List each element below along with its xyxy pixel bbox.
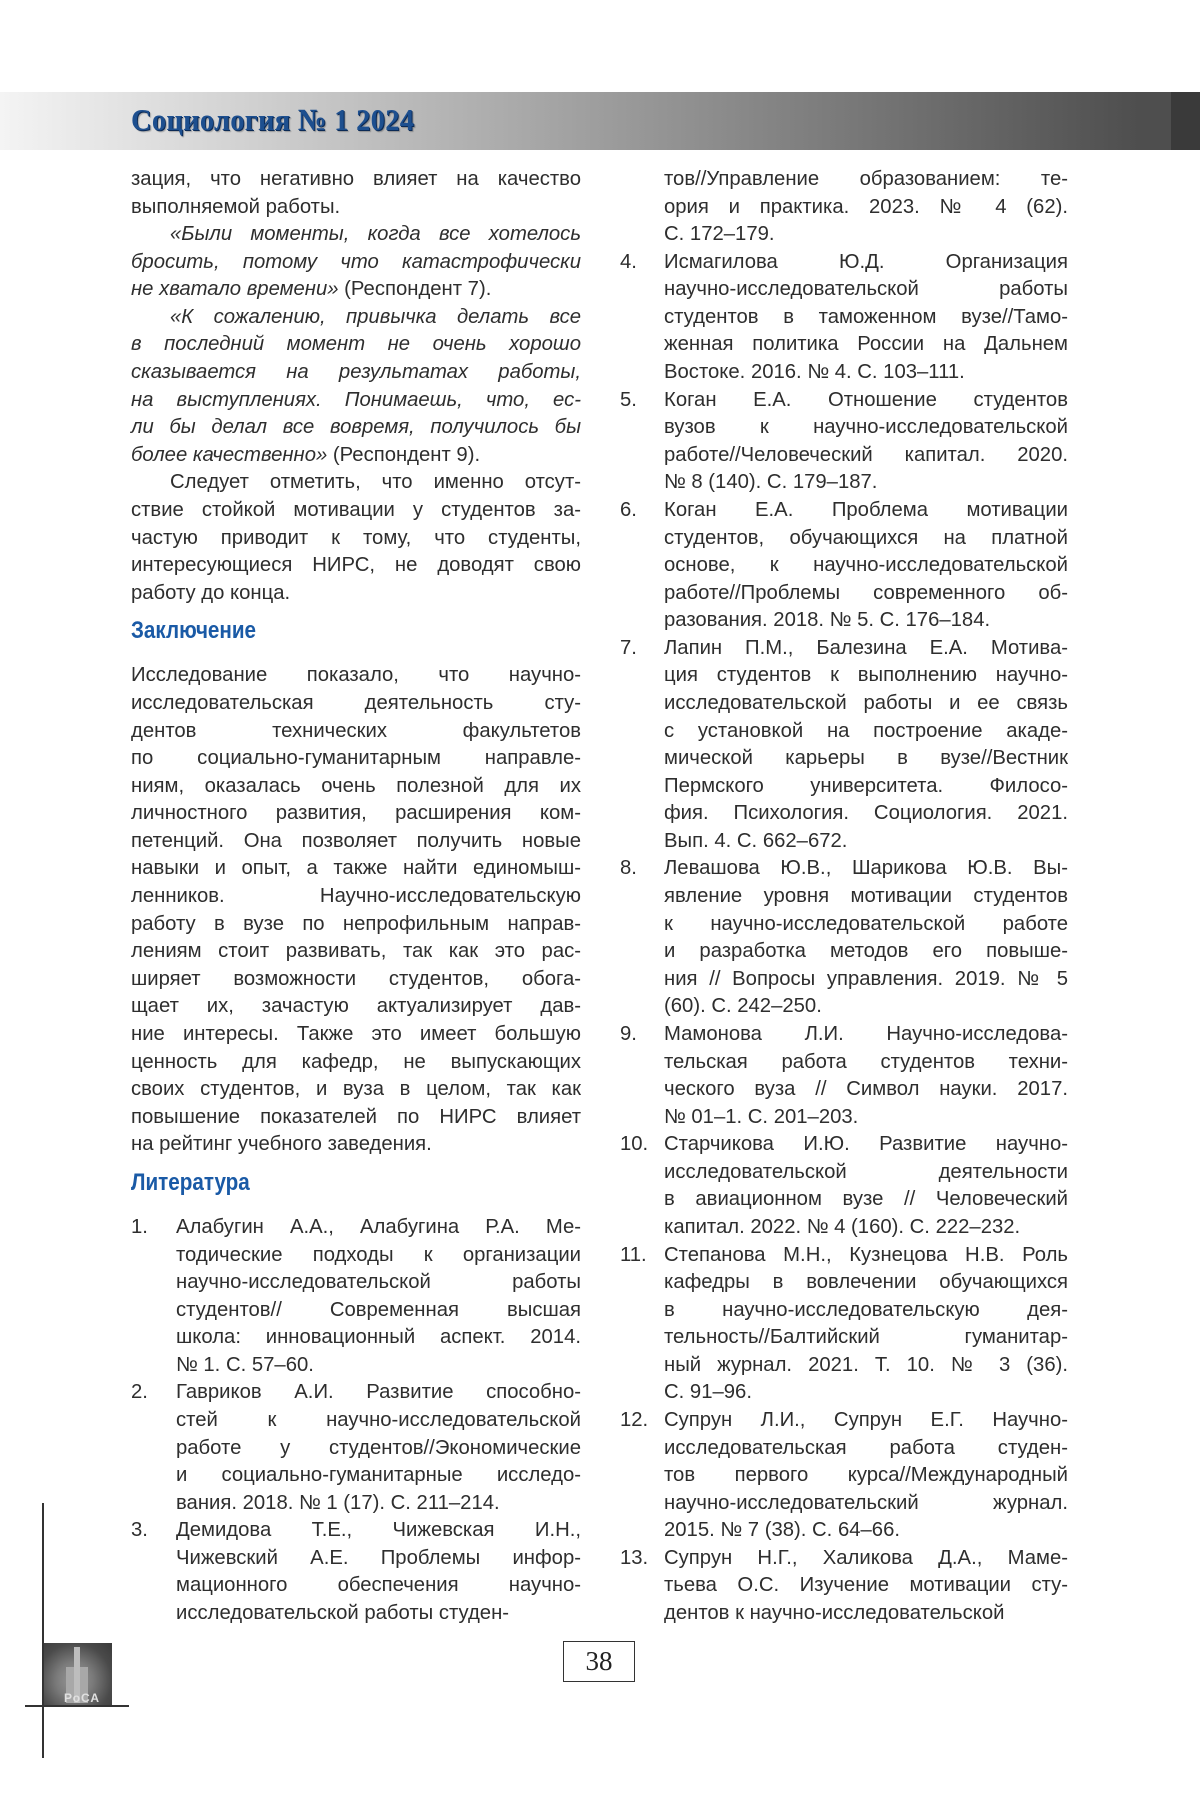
text-line: Коган Е.А. Отношение студентов [664,387,1068,415]
text-line: Исследование показало, что научно- [131,662,581,690]
text-line: зация, что негативно влияет на качество [131,166,581,194]
text-line: работе//Проблемы современного об- [664,580,1068,608]
text-line: кафедры в вовлечении обучающихся [664,1269,1068,1297]
text-line: 2015. № 7 (38). С. 64–66. [664,1517,1068,1545]
reference-number: 9. [620,1021,637,1049]
text-line: ли бы делал все вовремя, получилось бы [131,414,581,442]
reference-item [620,497,1068,635]
text-line [131,276,581,304]
text-line: в научно-исследовательскую дея- [664,1297,1068,1325]
text-line: Супрун Л.И., Супрун Е.Г. Научно- [664,1407,1068,1435]
logo-text: РоСА [64,1691,100,1705]
text-line: студентов, обучающихся на платной [664,525,1068,553]
citation-text: (Респондент 7). [339,278,492,300]
text-line: ория и практика. 2023. № 4 (62). [664,194,1068,222]
text-line: дентов технических факультетов [131,718,581,746]
text-line: по социально-гуманитарным направле- [131,745,581,773]
text-line: Супрун Н.Г., Халикова Д.А., Маме- [664,1545,1068,1573]
reference-text [664,1131,1068,1241]
text-line: № 8 (140). С. 179–187. [664,469,1068,497]
reference-text [176,1379,581,1517]
reference-number: 1. [131,1214,148,1242]
text-line: Демидова Т.Е., Чижевская И.Н., [176,1517,581,1545]
reference-number: 12. [620,1407,648,1435]
reference-continuation [664,166,1068,249]
text-line: исследовательской работы и ее связь [664,690,1068,718]
reference-item [620,387,1068,497]
text-line: работе у студентов//Экономические [176,1435,581,1463]
text-line: дентов к научно-исследовательской [664,1600,1068,1628]
reference-item [620,1545,1068,1628]
text-line: ленников. Научно-исследовательскую [131,883,581,911]
text-line: тельская работа студентов техни- [664,1049,1068,1077]
quote-text: не хватало времени» [131,278,339,300]
text-line: исследовательской работы студен- [176,1600,581,1628]
journal-title: Социология № 1 2024 [131,102,414,138]
page-number: 38 [563,1641,635,1682]
text-line: повышение показателей по НИРС влияет [131,1104,581,1132]
text-line: (60). С. 242–250. [664,993,1068,1021]
text-line: тодические подходы к организации [176,1242,581,1270]
corner-vertical-rule [42,1503,44,1758]
text-line: ние интересы. Также это имеет большую [131,1021,581,1049]
text-line: тьева О.С. Изучение мотивации сту- [664,1572,1068,1600]
section-heading: Заключение [131,607,518,662]
corner-horizontal-rule [25,1705,129,1707]
text-line: на рейтинг учебного заведения. [131,1131,581,1159]
text-line: Левашова Ю.В., Шарикова Ю.В. Вы- [664,855,1068,883]
text-line: щает их, зачастую актуализирует дав- [131,993,581,1021]
text-line: к научно-исследовательской работе [664,911,1068,939]
reference-text [664,1545,1068,1628]
reference-item [620,1242,1068,1407]
reference-text [664,387,1068,497]
text-line: женная политика России на Дальнем [664,331,1068,359]
text-line: ный журнал. 2021. Т. 10. № 3 (36). [664,1352,1068,1380]
quote-text: более качественно» [131,444,327,466]
text-line: Чижевский А.Е. Проблемы инфор- [176,1545,581,1573]
reference-text [664,855,1068,1020]
reference-text [664,1242,1068,1407]
text-line: научно-исследовательской работы [176,1269,581,1297]
text-line: работу до конца. [131,580,581,608]
reference-number: 6. [620,497,637,525]
text-line: и социально-гуманитарные исследо- [176,1462,581,1490]
section-heading: Литература [131,1159,518,1214]
text-line: на выступлениях. Понимаешь, что, ес- [131,387,581,415]
text-line: Коган Е.А. Проблема мотивации [664,497,1068,525]
reference-item [620,1021,1068,1131]
left-column [131,166,581,1628]
text-line: тов первого курса//Международный [664,1462,1068,1490]
reference-number: 13. [620,1545,648,1573]
text-line: исследовательская работа студен- [664,1435,1068,1463]
reference-item [620,1131,1068,1241]
text-line: капитал. 2022. № 4 (160). С. 222–232. [664,1214,1068,1242]
text-line: основе, к научно-исследовательской [664,552,1068,580]
rosa-logo-icon [44,1643,112,1705]
text-line: стей к научно-исследовательской [176,1407,581,1435]
text-line: Лапин П.М., Балезина Е.А. Мотива- [664,635,1068,663]
reference-number: 4. [620,249,637,277]
paragraph [131,469,581,607]
text-line: фия. Психология. Социология. 2021. [664,800,1068,828]
journal-header-band [0,92,1200,150]
reference-item [620,249,1068,387]
text-line: ческого вуза // Символ науки. 2017. [664,1076,1068,1104]
text-line: «К сожалению, привычка делать все [131,304,581,332]
text-line: исследовательской деятельности [664,1159,1068,1187]
text-line: навыки и опыт, а также найти единомыш- [131,855,581,883]
reference-text [176,1214,581,1379]
reference-item [131,1379,581,1517]
text-line: в последний момент не очень хорошо [131,331,581,359]
text-line: исследовательская деятельность сту- [131,690,581,718]
text-line: студентов в таможенном вузе//Тамо- [664,304,1068,332]
header-dark-block [1171,92,1200,150]
paragraph [131,304,581,469]
paragraph [131,221,581,304]
paragraph [131,662,581,1158]
reference-text [664,635,1068,856]
reference-item [620,635,1068,856]
text-line: с установкой на построение акаде- [664,718,1068,746]
text-line: работе//Человеческий капитал. 2020. [664,442,1068,470]
text-line: № 01–1. С. 201–203. [664,1104,1068,1132]
text-line: ция студентов к выполнению научно- [664,662,1068,690]
text-line: Исмагилова Ю.Д. Организация [664,249,1068,277]
text-line: тельность//Балтийский гуманитар- [664,1324,1068,1352]
reference-number: 7. [620,635,637,663]
reference-text [176,1517,581,1627]
text-line: студентов// Современная высшая [176,1297,581,1325]
text-line: Пермского университета. Филосо- [664,773,1068,801]
text-line: разования. 2018. № 5. С. 176–184. [664,607,1068,635]
text-line: ширяет возможности студентов, обога- [131,966,581,994]
reference-text [664,249,1068,387]
reference-number: 10. [620,1131,648,1159]
text-line: лениям стоит развивать, так как это рас- [131,938,581,966]
text-line: № 1. С. 57–60. [176,1352,581,1380]
text-line: мационного обеспечения научно- [176,1572,581,1600]
text-line: ценность для кафедр, не выпускающих [131,1049,581,1077]
right-column [620,166,1068,1628]
text-line: Гавриков А.И. Развитие способно- [176,1379,581,1407]
text-line: ния // Вопросы управления. 2019. № 5 [664,966,1068,994]
reference-text [664,1407,1068,1545]
text-line: Алабугин А.А., Алабугина Р.А. Ме- [176,1214,581,1242]
citation-text: (Респондент 9). [327,444,480,466]
reference-text [664,497,1068,635]
text-line: мической карьеры в вузе//Вестник [664,745,1068,773]
text-line: Востоке. 2016. № 4. С. 103–111. [664,359,1068,387]
text-line: школа: инновационный аспект. 2014. [176,1324,581,1352]
reference-item [131,1517,581,1627]
text-line: личностного развития, расширения ком- [131,800,581,828]
reference-number: 2. [131,1379,148,1407]
text-line: петенций. Она позволяет получить новые [131,828,581,856]
text-line: частую приводит к тому, что студенты, [131,525,581,553]
reference-item [620,855,1068,1020]
text-line: «Были моменты, когда все хотелось [131,221,581,249]
text-line: Старчикова И.Ю. Развитие научно- [664,1131,1068,1159]
text-line: Вып. 4. С. 662–672. [664,828,1068,856]
text-line: в авиационном вузе // Человеческий [664,1186,1068,1214]
text-line: Степанова М.Н., Кузнецова Н.В. Роль [664,1242,1068,1270]
text-line: научно-исследовательской работы [664,276,1068,304]
text-line: своих студентов, и вуза в целом, так как [131,1076,581,1104]
text-line: выполняемой работы. [131,194,581,222]
reference-number: 8. [620,855,637,883]
reference-item [131,1214,581,1379]
text-line: тов//Управление образованием: те- [664,166,1068,194]
text-line: бросить, потому что катастрофически [131,249,581,277]
reference-number: 5. [620,387,637,415]
text-line: ствие стойкой мотивации у студентов за- [131,497,581,525]
text-line: С. 172–179. [664,221,1068,249]
text-line: и разработка методов его повыше- [664,938,1068,966]
reference-number: 3. [131,1517,148,1545]
text-line: интересующиеся НИРС, не доводят свою [131,552,581,580]
text-line [131,442,581,470]
text-line: Мамонова Л.И. Научно-исследова- [664,1021,1068,1049]
text-line: сказывается на результатах работы, [131,359,581,387]
text-line: ниям, оказалась очень полезной для их [131,773,581,801]
text-line: вузов к научно-исследовательской [664,414,1068,442]
text-line: явление уровня мотивации студентов [664,883,1068,911]
text-line: С. 91–96. [664,1379,1068,1407]
text-line: научно-исследовательский журнал. [664,1490,1068,1518]
text-line: Следует отметить, что именно отсут- [131,469,581,497]
paragraph [131,166,581,221]
text-line: работу в вузе по непрофильным направ- [131,911,581,939]
text-line: вания. 2018. № 1 (17). С. 211–214. [176,1490,581,1518]
reference-number: 11. [620,1242,647,1270]
reference-item [620,1407,1068,1545]
reference-text [664,1021,1068,1131]
